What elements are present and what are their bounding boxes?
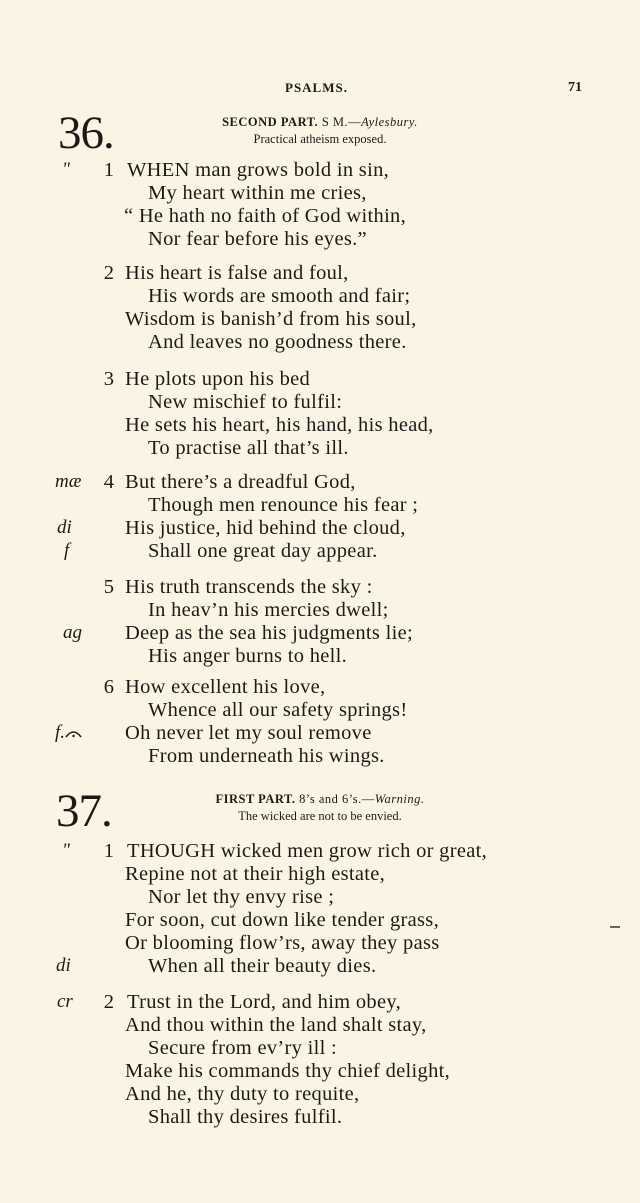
verse-line: And he, thy duty to requite, (125, 1083, 360, 1105)
verse-line: Oh never let my soul remove (125, 722, 372, 744)
verse-line: Shall thy desires fulfil. (148, 1106, 343, 1128)
verse-line: Trust in the Lord, and him obey, (127, 991, 401, 1013)
verse-line: Deep as the sea his judgments lie; (125, 622, 414, 644)
verse-line: His truth transcends the sky : (125, 576, 373, 598)
hymn-part: FIRST PART. (215, 792, 296, 806)
verse-line: Nor let thy envy rise ; (148, 886, 335, 908)
verse-line: My heart within me cries, (148, 182, 367, 204)
hymn-meta (140, 791, 500, 825)
hymn-meter: S M.— (321, 115, 362, 129)
verse-line: His justice, hid behind the cloud, (125, 517, 406, 539)
verse-line: To practise all that’s ill. (148, 437, 349, 459)
verse-line: For soon, cut down like tender grass, (125, 909, 439, 931)
hymn-meter: 8’s and 6’s.— (299, 792, 375, 806)
verse-line: Nor fear before his eyes.” (148, 228, 367, 250)
hymn-heading (140, 114, 500, 130)
verse-number: 3 (103, 368, 114, 390)
verse-line: Or blooming flow’rs, away they pass (125, 932, 440, 954)
pause-mark: " (62, 840, 70, 861)
verse-number: 4 (103, 471, 114, 493)
hymn-heading (140, 791, 500, 807)
hymn-tune: Warning. (374, 792, 425, 806)
page-number: 71 (568, 80, 582, 95)
verse-number: 1 (103, 840, 114, 862)
verse-line: Secure from ev’ry ill : (148, 1037, 338, 1059)
verse-number: 2 (103, 262, 114, 284)
dynamic-mark: ag (63, 622, 82, 643)
pause-mark: " (62, 159, 70, 180)
verse-line: Though men renounce his fear ; (148, 494, 419, 516)
hymn-meta (140, 114, 500, 148)
hymn-number: 37. (56, 785, 112, 837)
verse-number: 2 (103, 991, 114, 1013)
dynamic-mark (55, 721, 82, 745)
ink-mark (610, 926, 620, 928)
verse-line: And leaves no goodness there. (148, 331, 407, 353)
dynamic-mark-text: f. (55, 722, 66, 743)
verse-line: His words are smooth and fair; (148, 285, 411, 307)
verse-line: But there’s a dreadful God, (125, 471, 356, 493)
verse-line: In heav’n his mercies dwell; (148, 599, 389, 621)
verse-line: Whence all our safety springs! (148, 699, 408, 721)
verse-number: 5 (103, 576, 114, 598)
verse-number: 1 (103, 159, 114, 181)
dynamic-mark: di (56, 955, 71, 976)
verse-line: WHEN man grows bold in sin, (127, 159, 390, 181)
hymn-subtitle: The wicked are not to be envied. (238, 809, 402, 823)
verse-line: He sets his heart, his hand, his head, (125, 414, 434, 436)
verse-line: From underneath his wings. (148, 745, 385, 767)
running-title: PSALMS. (285, 80, 348, 95)
hymn-subtitle: Practical atheism exposed. (253, 132, 387, 146)
dynamic-mark: cr (57, 991, 73, 1012)
verse-line: When all their beauty dies. (148, 955, 377, 977)
verse-line: His anger burns to hell. (148, 645, 348, 667)
hymn-part: SECOND PART. (222, 115, 319, 129)
dynamic-mark: di (57, 517, 72, 538)
dynamic-mark: f (64, 540, 70, 561)
hymn-number: 36. (58, 107, 114, 159)
verse-line: He plots upon his bed (125, 368, 311, 390)
verse-line: Repine not at their high estate, (125, 863, 386, 885)
verse-line: And thou within the land shalt stay, (125, 1014, 427, 1036)
verse-line: Make his commands thy chief delight, (125, 1060, 451, 1082)
verse-line: How excellent his love, (125, 676, 326, 698)
verse-line: New mischief to fulfil: (148, 391, 343, 413)
verse-line: Shall one great day appear. (148, 540, 378, 562)
verse-number: 6 (103, 676, 114, 698)
dynamic-mark: mæ (55, 471, 82, 492)
verse-line: His heart is false and foul, (125, 262, 349, 284)
verse-line: “ He hath no faith of God within, (124, 205, 407, 227)
verse-line: THOUGH wicked men grow rich or great, (127, 840, 488, 862)
hymn-tune: Aylesbury. (361, 115, 418, 129)
running-head (0, 80, 640, 100)
verse-line: Wisdom is banish’d from his soul, (125, 308, 417, 330)
fermata-icon (65, 729, 82, 738)
